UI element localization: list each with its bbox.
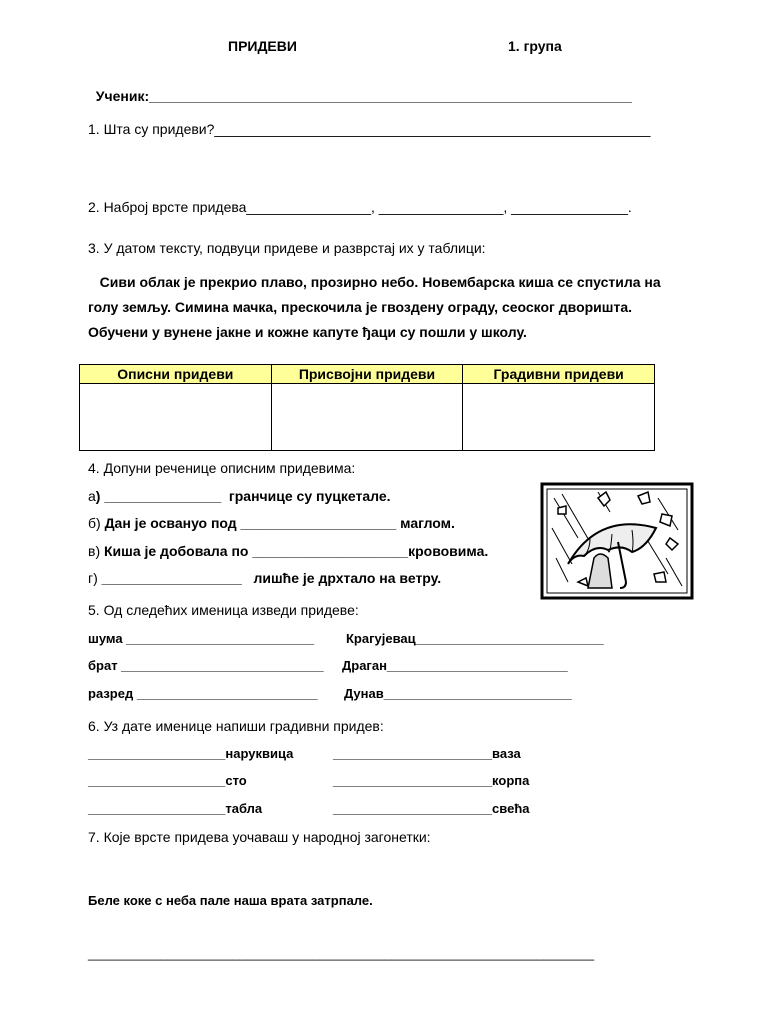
- fill-sentence-c: [88, 543, 488, 559]
- noun-row-3-left: разред _________________________: [88, 686, 318, 701]
- student-label: Ученик:: [95, 88, 150, 104]
- table-cell-descriptive[interactable]: [80, 384, 272, 451]
- item-text: Киша је добовала по ____________________крововима.: [104, 543, 489, 559]
- question-1: 1. Шта су придеви?________________________________________________________: [88, 121, 651, 137]
- table-header-descriptive: Описни придеви: [80, 365, 272, 384]
- question-3: 3. У датом тексту, подвуци придеве и разврстај их у таблици:: [88, 240, 486, 256]
- noun-row-1-right: Крагујевац__________________________: [346, 631, 604, 646]
- student-blank[interactable]: ______________________________________________________________: [149, 88, 632, 104]
- item-prefix: в): [88, 543, 104, 559]
- item-prefix: б): [88, 515, 105, 531]
- material-row-3-right: ______________________свећа: [333, 801, 530, 816]
- fill-sentence-a: [88, 488, 391, 504]
- noun-row-1-left: шума __________________________: [88, 631, 315, 646]
- adjective-classification-table: [79, 364, 655, 451]
- material-row-1-right: ______________________ваза: [333, 746, 521, 761]
- passage-line-3: Обучени у вунене јакне и кожне капуте ђаци су пошли у школу.: [88, 324, 527, 340]
- fill-sentence-d: [88, 570, 441, 586]
- question-6: 6. Уз дате именице напиши градивни придев:: [88, 718, 384, 734]
- answer-line[interactable]: ______________________________________________________________________: [88, 946, 595, 961]
- material-row-2-left: ___________________сто: [88, 773, 247, 788]
- material-row-3-left: ___________________табла: [88, 801, 263, 816]
- item-text: __________________ лишће је дрхтало на ветру.: [101, 570, 442, 586]
- riddle-text: Беле коке с неба пале наша врата затрпале.: [88, 893, 373, 908]
- table-header-possessive: Присвојни придеви: [271, 365, 463, 384]
- noun-row-3-right: Дунав__________________________: [344, 686, 572, 701]
- table-cell-material[interactable]: [463, 384, 655, 451]
- material-row-1-left: ___________________наруквица: [88, 746, 294, 761]
- table-header-material: Градивни придеви: [463, 365, 655, 384]
- noun-row-2-right: Драган_________________________: [342, 658, 568, 673]
- passage-line-2: голу земљу. Симина мачка, прескочила је гвоздену ограду, сеоског дворишта.: [88, 299, 632, 315]
- passage-line-1: Сиви облак је прекрио плаво, прозирно небо. Новембарска киша се спустила на: [88, 274, 661, 290]
- table-cell-possessive[interactable]: [271, 384, 463, 451]
- question-7: 7. Које врсте придева уочаваш у народној загонетки:: [88, 829, 431, 845]
- noun-row-2-left: брат ____________________________: [88, 658, 324, 673]
- material-row-2-right: ______________________корпа: [333, 773, 530, 788]
- fill-sentence-b: [88, 515, 455, 531]
- worksheet-title: ПРИДЕВИ: [228, 38, 297, 54]
- student-field[interactable]: [88, 72, 632, 104]
- question-4: 4. Допуни реченице описним придевима:: [88, 460, 356, 476]
- item-prefix: г): [88, 570, 102, 586]
- umbrella-rain-illustration: [538, 478, 700, 602]
- question-2: 2. Наброј врсте придева________________, ________________, _______________.: [88, 199, 632, 215]
- group-label: 1. група: [508, 38, 562, 54]
- item-text: ) _______________ гранчице су пуцкетале.: [95, 488, 391, 504]
- item-text: Дан је освануо под ____________________ маглом.: [104, 515, 455, 531]
- question-5: 5. Од следећих именица изведи придеве:: [88, 602, 359, 618]
- item-prefix: а: [88, 488, 96, 504]
